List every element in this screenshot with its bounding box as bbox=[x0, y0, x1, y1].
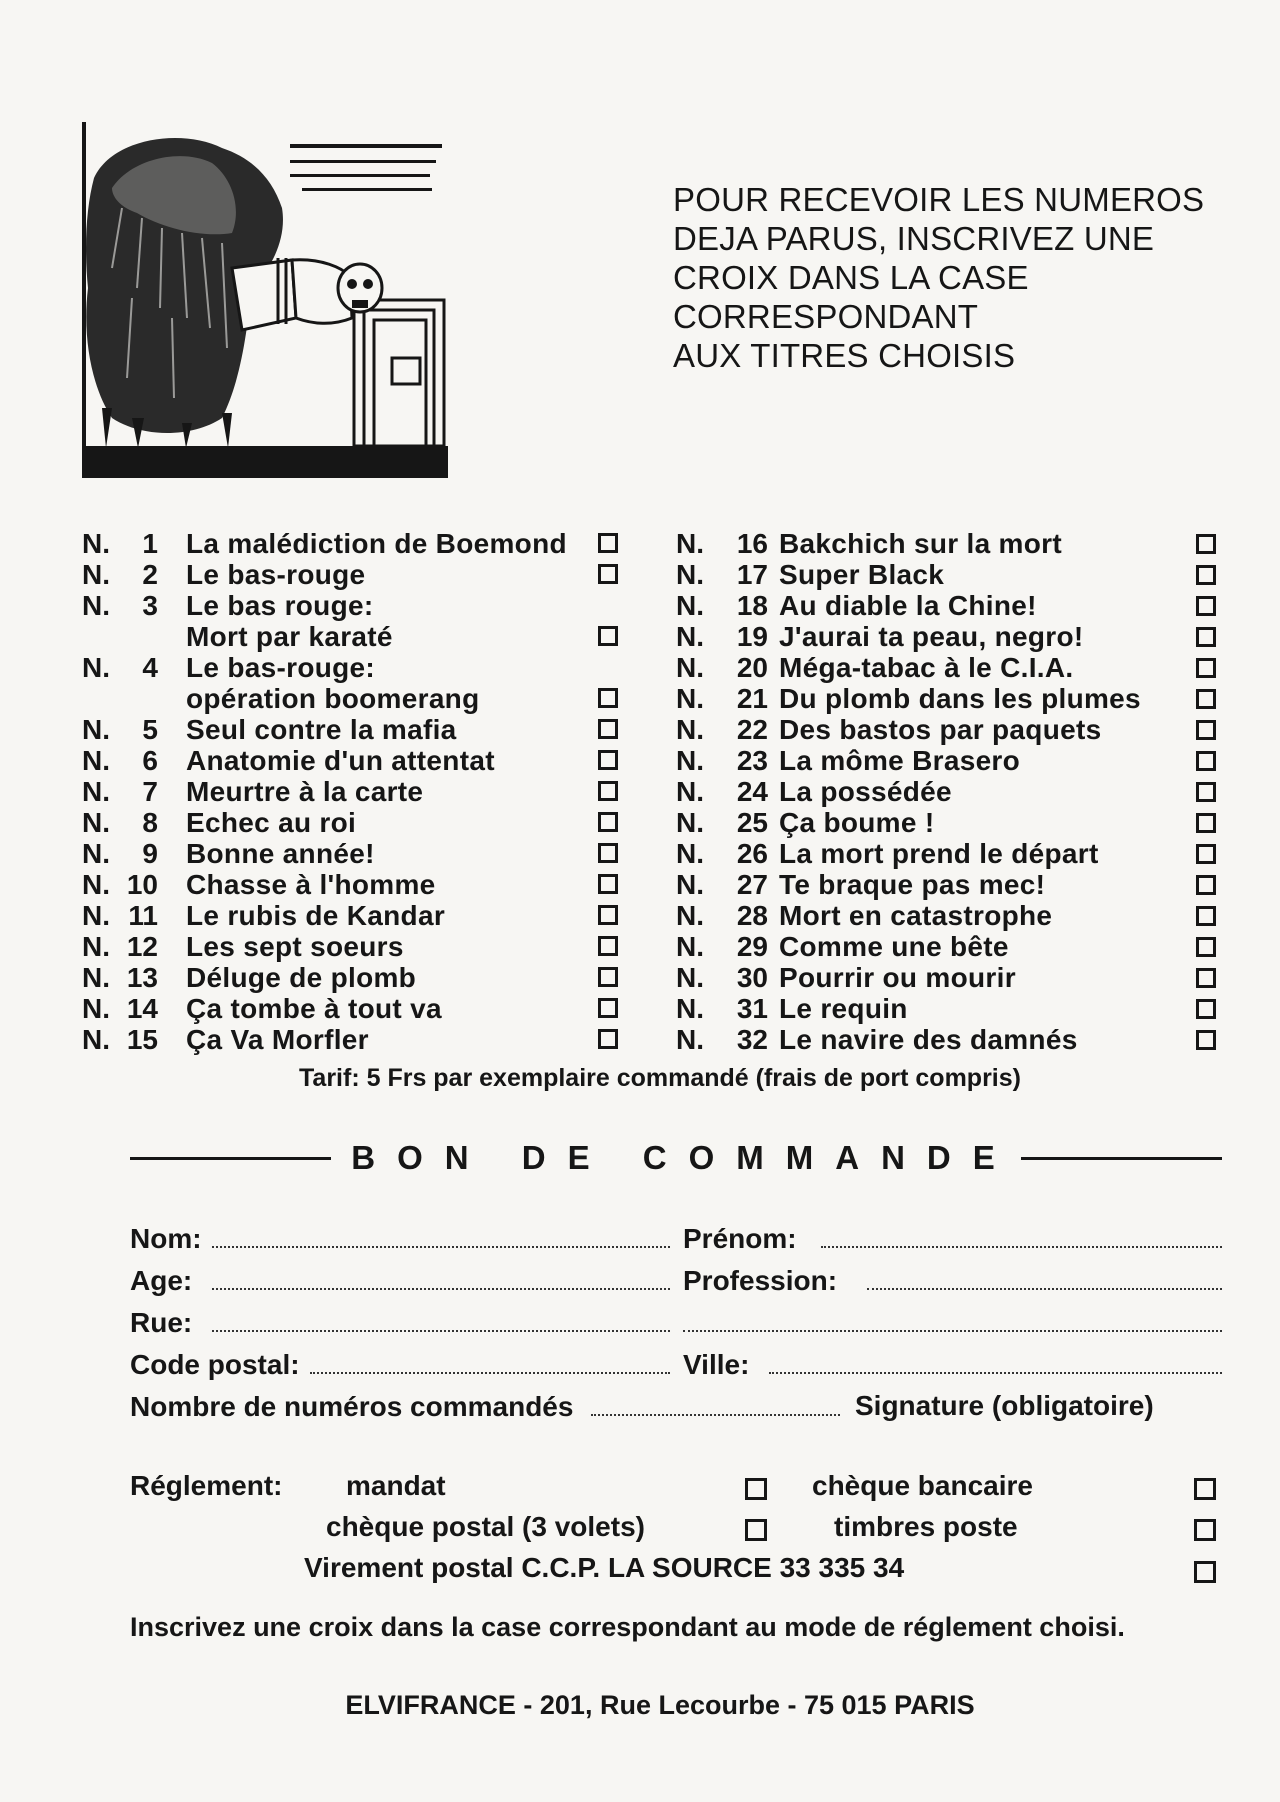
catalog-row bbox=[676, 745, 1221, 776]
issue-title: Le requin bbox=[779, 993, 908, 1024]
issue-number bbox=[82, 807, 162, 838]
tarif-line: Tarif: 5 Frs par exemplaire commandé (frais de port compris) bbox=[299, 1064, 1021, 1092]
catalog-row bbox=[676, 621, 1221, 652]
nom-input-line[interactable] bbox=[212, 1222, 670, 1248]
signature-field[interactable] bbox=[855, 1390, 1154, 1422]
payment-label: Réglement: bbox=[130, 1470, 283, 1501]
issue-checkbox[interactable] bbox=[1196, 689, 1216, 709]
intro-text bbox=[673, 180, 1233, 375]
catalog-row bbox=[676, 652, 1221, 683]
issue-number bbox=[676, 1024, 768, 1055]
issue-digit: 24 bbox=[736, 776, 768, 807]
issue-number bbox=[82, 621, 162, 652]
issue-checkbox[interactable] bbox=[598, 564, 618, 584]
heading-rule-right bbox=[1021, 1157, 1222, 1160]
issue-title: Meurtre à la carte bbox=[186, 776, 424, 807]
issue-title: Des bastos par paquets bbox=[779, 714, 1102, 745]
catalog-left-column bbox=[82, 528, 632, 1055]
issue-number bbox=[676, 559, 768, 590]
issue-title: La mort prend le départ bbox=[779, 838, 1099, 869]
cheque-postal-checkbox[interactable] bbox=[745, 1519, 767, 1541]
form-row-nom bbox=[130, 1222, 1222, 1262]
catalog-row bbox=[82, 714, 632, 745]
age-input-line[interactable] bbox=[212, 1264, 670, 1290]
issue-number bbox=[82, 652, 162, 683]
catalog-row bbox=[676, 528, 1221, 559]
issue-title: Le bas-rouge bbox=[186, 559, 366, 590]
issue-number bbox=[676, 621, 768, 652]
ville-field[interactable] bbox=[683, 1348, 1222, 1381]
catalog-row bbox=[82, 621, 632, 652]
issue-prefix: N. bbox=[676, 559, 704, 590]
issue-title: Les sept soeurs bbox=[186, 931, 404, 962]
issue-checkbox[interactable] bbox=[1196, 937, 1216, 957]
issue-digit: 15 bbox=[126, 1024, 158, 1055]
issue-digit: 22 bbox=[736, 714, 768, 745]
issue-prefix: N. bbox=[676, 621, 704, 652]
issue-checkbox[interactable] bbox=[598, 843, 618, 863]
nombre-label: Nombre de numéros commandés bbox=[130, 1391, 574, 1422]
issue-digit: 14 bbox=[126, 993, 158, 1024]
catalog-row bbox=[82, 776, 632, 807]
catalog-row bbox=[676, 869, 1221, 900]
catalog-row bbox=[82, 745, 632, 776]
issue-checkbox[interactable] bbox=[598, 936, 618, 956]
issue-digit: 29 bbox=[736, 931, 768, 962]
issue-number bbox=[82, 683, 162, 714]
issue-prefix: N. bbox=[676, 714, 704, 745]
rue-continuation-line[interactable] bbox=[683, 1306, 1222, 1332]
issue-checkbox[interactable] bbox=[598, 750, 618, 770]
issue-digit: 26 bbox=[736, 838, 768, 869]
catalog-row bbox=[676, 559, 1221, 590]
issue-digit: 32 bbox=[736, 1024, 768, 1055]
catalog-row bbox=[82, 1024, 632, 1055]
form-row-rue bbox=[130, 1306, 1222, 1346]
issue-checkbox[interactable] bbox=[1196, 751, 1216, 771]
issue-prefix: N. bbox=[676, 590, 704, 621]
issue-prefix: N. bbox=[82, 900, 110, 931]
order-form-heading bbox=[130, 1138, 1222, 1178]
issue-title: Le bas rouge: bbox=[186, 590, 374, 621]
catalog-row bbox=[676, 776, 1221, 807]
virement-checkbox[interactable] bbox=[1194, 1561, 1216, 1583]
issue-number bbox=[676, 683, 768, 714]
issue-checkbox[interactable] bbox=[598, 998, 618, 1018]
issue-title: Ça tombe à tout va bbox=[186, 993, 442, 1024]
issue-title: Chasse à l'homme bbox=[186, 869, 436, 900]
issue-title: Super Black bbox=[779, 559, 945, 590]
issue-checkbox[interactable] bbox=[598, 874, 618, 894]
issue-checkbox[interactable] bbox=[598, 626, 618, 646]
issue-number bbox=[82, 1024, 162, 1055]
code-postal-field[interactable] bbox=[130, 1348, 670, 1381]
issue-checkbox[interactable] bbox=[1196, 720, 1216, 740]
issue-title: Mort en catastrophe bbox=[779, 900, 1053, 931]
issue-digit: 5 bbox=[142, 714, 158, 745]
issue-prefix: N. bbox=[676, 1024, 704, 1055]
issue-checkbox[interactable] bbox=[1196, 627, 1216, 647]
catalog-row bbox=[676, 807, 1221, 838]
profession-field[interactable] bbox=[683, 1264, 1222, 1297]
issue-title: Ça Va Morfler bbox=[186, 1024, 369, 1055]
catalog-row bbox=[676, 900, 1221, 931]
prenom-label: Prénom: bbox=[683, 1223, 797, 1254]
issue-prefix: N. bbox=[676, 900, 704, 931]
catalog-row bbox=[82, 590, 632, 621]
issue-title: La possédée bbox=[779, 776, 952, 807]
prenom-field[interactable] bbox=[683, 1222, 1222, 1255]
issue-number bbox=[676, 807, 768, 838]
issue-digit: 27 bbox=[736, 869, 768, 900]
issue-checkbox[interactable] bbox=[1196, 658, 1216, 678]
issue-number bbox=[676, 869, 768, 900]
issue-number bbox=[82, 900, 162, 931]
issue-prefix: N. bbox=[82, 652, 110, 683]
catalog-row bbox=[82, 652, 632, 683]
issue-prefix: N. bbox=[676, 993, 704, 1024]
issue-prefix: N. bbox=[82, 1024, 110, 1055]
catalog-row bbox=[82, 559, 632, 590]
cheque-bancaire-checkbox[interactable] bbox=[1194, 1478, 1216, 1500]
catalog-row bbox=[82, 931, 632, 962]
catalog-row bbox=[676, 683, 1221, 714]
mandat-checkbox[interactable] bbox=[745, 1478, 767, 1500]
issue-digit: 6 bbox=[142, 745, 158, 776]
intro-line: POUR RECEVOIR LES NUMEROS bbox=[673, 181, 1205, 218]
cheque-bancaire-label: chèque bancaire bbox=[812, 1470, 1033, 1501]
issue-title: Anatomie d'un attentat bbox=[186, 745, 495, 776]
issue-title: Du plomb dans les plumes bbox=[779, 683, 1141, 714]
timbres-checkbox[interactable] bbox=[1194, 1519, 1216, 1541]
issue-digit: 9 bbox=[142, 838, 158, 869]
issue-prefix: N. bbox=[676, 962, 704, 993]
profession-input-line[interactable] bbox=[867, 1264, 1222, 1290]
issue-digit: 11 bbox=[128, 900, 158, 931]
issue-prefix: N. bbox=[676, 807, 704, 838]
issue-prefix: N. bbox=[82, 528, 110, 559]
issue-title: Méga-tabac à le C.I.A. bbox=[779, 652, 1074, 683]
issue-prefix: N. bbox=[82, 869, 110, 900]
catalog-row bbox=[82, 807, 632, 838]
intro-line: CROIX DANS LA CASE bbox=[673, 259, 1029, 296]
issue-prefix: N. bbox=[82, 931, 110, 962]
issue-checkbox[interactable] bbox=[1196, 999, 1216, 1019]
issue-prefix: N. bbox=[82, 559, 110, 590]
issue-checkbox[interactable] bbox=[598, 688, 618, 708]
order-form-title: BON DE COMMANDE bbox=[351, 1139, 1017, 1176]
issue-prefix: N. bbox=[676, 869, 704, 900]
age-label: Age: bbox=[130, 1265, 193, 1296]
issue-number bbox=[82, 745, 162, 776]
catalog-row bbox=[676, 714, 1221, 745]
issue-prefix: N. bbox=[676, 652, 704, 683]
issue-number bbox=[676, 745, 768, 776]
issue-prefix: N. bbox=[82, 776, 110, 807]
issue-digit: 28 bbox=[736, 900, 768, 931]
issue-title: La malédiction de Boemond bbox=[186, 528, 567, 559]
issue-number bbox=[82, 869, 162, 900]
issue-number bbox=[676, 962, 768, 993]
ville-label: Ville: bbox=[683, 1349, 750, 1380]
issue-number bbox=[82, 590, 162, 621]
mandat-label: mandat bbox=[346, 1470, 446, 1501]
issue-digit: 17 bbox=[736, 559, 768, 590]
issue-digit: 3 bbox=[142, 590, 158, 621]
timbres-label: timbres poste bbox=[834, 1511, 1018, 1542]
catalog-row bbox=[676, 962, 1221, 993]
issue-digit: 7 bbox=[142, 776, 158, 807]
issue-digit: 21 bbox=[736, 683, 768, 714]
code-postal-label: Code postal: bbox=[130, 1349, 300, 1380]
issue-prefix: N. bbox=[82, 993, 110, 1024]
age-field[interactable] bbox=[130, 1264, 670, 1297]
ville-input-line[interactable] bbox=[769, 1348, 1222, 1374]
issue-number bbox=[82, 776, 162, 807]
heading-rule-left bbox=[130, 1157, 331, 1160]
issue-prefix: N. bbox=[676, 683, 704, 714]
issue-prefix: N. bbox=[82, 807, 110, 838]
issue-title: Comme une bête bbox=[779, 931, 1009, 962]
issue-checkbox[interactable] bbox=[1196, 596, 1216, 616]
issue-checkbox[interactable] bbox=[598, 905, 618, 925]
issue-number bbox=[676, 776, 768, 807]
issue-prefix: N. bbox=[82, 962, 110, 993]
catalog-row bbox=[676, 838, 1221, 869]
issue-number bbox=[82, 962, 162, 993]
issue-number bbox=[676, 590, 768, 621]
issue-number bbox=[82, 714, 162, 745]
issue-checkbox[interactable] bbox=[1196, 906, 1216, 926]
issue-digit: 19 bbox=[736, 621, 768, 652]
issue-title: Ça boume ! bbox=[779, 807, 935, 838]
issue-title: Au diable la Chine! bbox=[779, 590, 1037, 621]
issue-checkbox[interactable] bbox=[1196, 565, 1216, 585]
issue-title: Le bas-rouge: bbox=[186, 652, 376, 683]
issue-checkbox[interactable] bbox=[598, 781, 618, 801]
issue-checkbox[interactable] bbox=[1196, 875, 1216, 895]
payment-instruction: Inscrivez une croix dans la case correspondant au mode de réglement choisi. bbox=[130, 1612, 1125, 1642]
issue-title: Echec au roi bbox=[186, 807, 357, 838]
rue-label: Rue: bbox=[130, 1307, 193, 1338]
issue-number bbox=[676, 931, 768, 962]
issue-title: Déluge de plomb bbox=[186, 962, 417, 993]
issue-number bbox=[676, 900, 768, 931]
issue-number bbox=[676, 714, 768, 745]
issue-number bbox=[82, 993, 162, 1024]
issue-digit: 20 bbox=[736, 652, 768, 683]
issue-checkbox[interactable] bbox=[598, 967, 618, 987]
issue-title: Bonne année! bbox=[186, 838, 375, 869]
catalog-row bbox=[82, 528, 632, 559]
issue-digit: 4 bbox=[142, 652, 158, 683]
issue-digit: 25 bbox=[736, 807, 768, 838]
catalog-right-column bbox=[676, 528, 1221, 1055]
issue-digit: 23 bbox=[736, 745, 768, 776]
issue-checkbox[interactable] bbox=[598, 1029, 618, 1049]
catalog-row bbox=[82, 900, 632, 931]
intro-line: DEJA PARUS, INSCRIVEZ UNE bbox=[673, 220, 1155, 257]
issue-prefix: N. bbox=[676, 838, 704, 869]
issue-digit: 30 bbox=[736, 962, 768, 993]
issue-checkbox[interactable] bbox=[1196, 1030, 1216, 1050]
profession-label: Profession: bbox=[683, 1265, 838, 1296]
issue-title: La môme Brasero bbox=[779, 745, 1021, 776]
issue-number bbox=[82, 838, 162, 869]
issue-title: opération boomerang bbox=[186, 683, 480, 714]
issue-digit: 2 bbox=[142, 559, 158, 590]
issue-prefix: N. bbox=[82, 590, 110, 621]
issue-digit: 31 bbox=[736, 993, 768, 1024]
nom-label: Nom: bbox=[130, 1223, 202, 1254]
intro-line: CORRESPONDANT bbox=[673, 298, 979, 335]
issue-number bbox=[676, 838, 768, 869]
issue-prefix: N. bbox=[676, 776, 704, 807]
catalog-row bbox=[82, 962, 632, 993]
nombre-field[interactable] bbox=[130, 1390, 840, 1423]
issue-prefix: N. bbox=[676, 528, 704, 559]
rue-field[interactable] bbox=[130, 1306, 670, 1339]
issue-checkbox[interactable] bbox=[1196, 813, 1216, 833]
issue-digit: 8 bbox=[142, 807, 158, 838]
issue-prefix: N. bbox=[82, 714, 110, 745]
issue-title: Le navire des damnés bbox=[779, 1024, 1078, 1055]
virement-label: Virement postal C.C.P. LA SOURCE 33 335 34 bbox=[304, 1552, 905, 1583]
issue-checkbox[interactable] bbox=[1196, 968, 1216, 988]
catalog-row bbox=[82, 993, 632, 1024]
form-row-age bbox=[130, 1264, 1222, 1304]
issue-digit: 10 bbox=[126, 869, 158, 900]
issue-title: Seul contre la mafia bbox=[186, 714, 457, 745]
issue-title: Mort par karaté bbox=[186, 621, 393, 652]
catalog-row bbox=[676, 993, 1221, 1024]
nom-field[interactable] bbox=[130, 1222, 670, 1255]
issue-prefix: N. bbox=[676, 745, 704, 776]
issue-digit: 13 bbox=[126, 962, 158, 993]
issue-digit: 18 bbox=[736, 590, 768, 621]
issue-digit: 12 bbox=[126, 931, 158, 962]
issue-title: Pourrir ou mourir bbox=[779, 962, 1016, 993]
issue-prefix: N. bbox=[82, 838, 110, 869]
issue-title: Le rubis de Kandar bbox=[186, 900, 446, 931]
publisher-address: ELVIFRANCE - 201, Rue Lecourbe - 75 015 PARIS bbox=[345, 1690, 975, 1720]
issue-prefix: N. bbox=[82, 745, 110, 776]
issue-digit: 1 bbox=[142, 528, 158, 559]
issue-title: Te braque pas mec! bbox=[779, 869, 1046, 900]
catalog-row bbox=[82, 869, 632, 900]
issue-number bbox=[82, 931, 162, 962]
issue-title: J'aurai ta peau, negro! bbox=[779, 621, 1084, 652]
issue-checkbox[interactable] bbox=[1196, 844, 1216, 864]
form-row-code-postal bbox=[130, 1348, 1222, 1388]
nombre-input-line[interactable] bbox=[591, 1390, 840, 1416]
prenom-input-line[interactable] bbox=[821, 1222, 1222, 1248]
signature-label: Signature (obligatoire) bbox=[855, 1390, 1154, 1421]
rue-continuation-field[interactable] bbox=[683, 1306, 1222, 1332]
issue-checkbox[interactable] bbox=[598, 533, 618, 553]
form-row-nombre bbox=[130, 1390, 1222, 1430]
catalog-row bbox=[82, 683, 632, 714]
catalog-row bbox=[676, 590, 1221, 621]
issue-checkbox[interactable] bbox=[1196, 534, 1216, 554]
issue-checkbox[interactable] bbox=[1196, 782, 1216, 802]
issue-checkbox[interactable] bbox=[598, 812, 618, 832]
catalog-row bbox=[676, 1024, 1221, 1055]
intro-line: AUX TITRES CHOISIS bbox=[673, 337, 1016, 374]
issue-number bbox=[82, 559, 162, 590]
issue-number bbox=[676, 993, 768, 1024]
rue-input-line[interactable] bbox=[212, 1306, 670, 1332]
code-postal-input-line[interactable] bbox=[310, 1348, 670, 1374]
catalog-row bbox=[82, 838, 632, 869]
issue-number bbox=[676, 652, 768, 683]
issue-title: Bakchich sur la mort bbox=[779, 528, 1062, 559]
cheque-postal-label: chèque postal (3 volets) bbox=[326, 1511, 645, 1542]
catalog-row bbox=[676, 931, 1221, 962]
issue-number bbox=[82, 528, 162, 559]
skull-hand-illustration bbox=[82, 118, 448, 483]
issue-digit: 16 bbox=[736, 528, 768, 559]
issue-number bbox=[676, 528, 768, 559]
issue-prefix: N. bbox=[676, 931, 704, 962]
issue-checkbox[interactable] bbox=[598, 719, 618, 739]
